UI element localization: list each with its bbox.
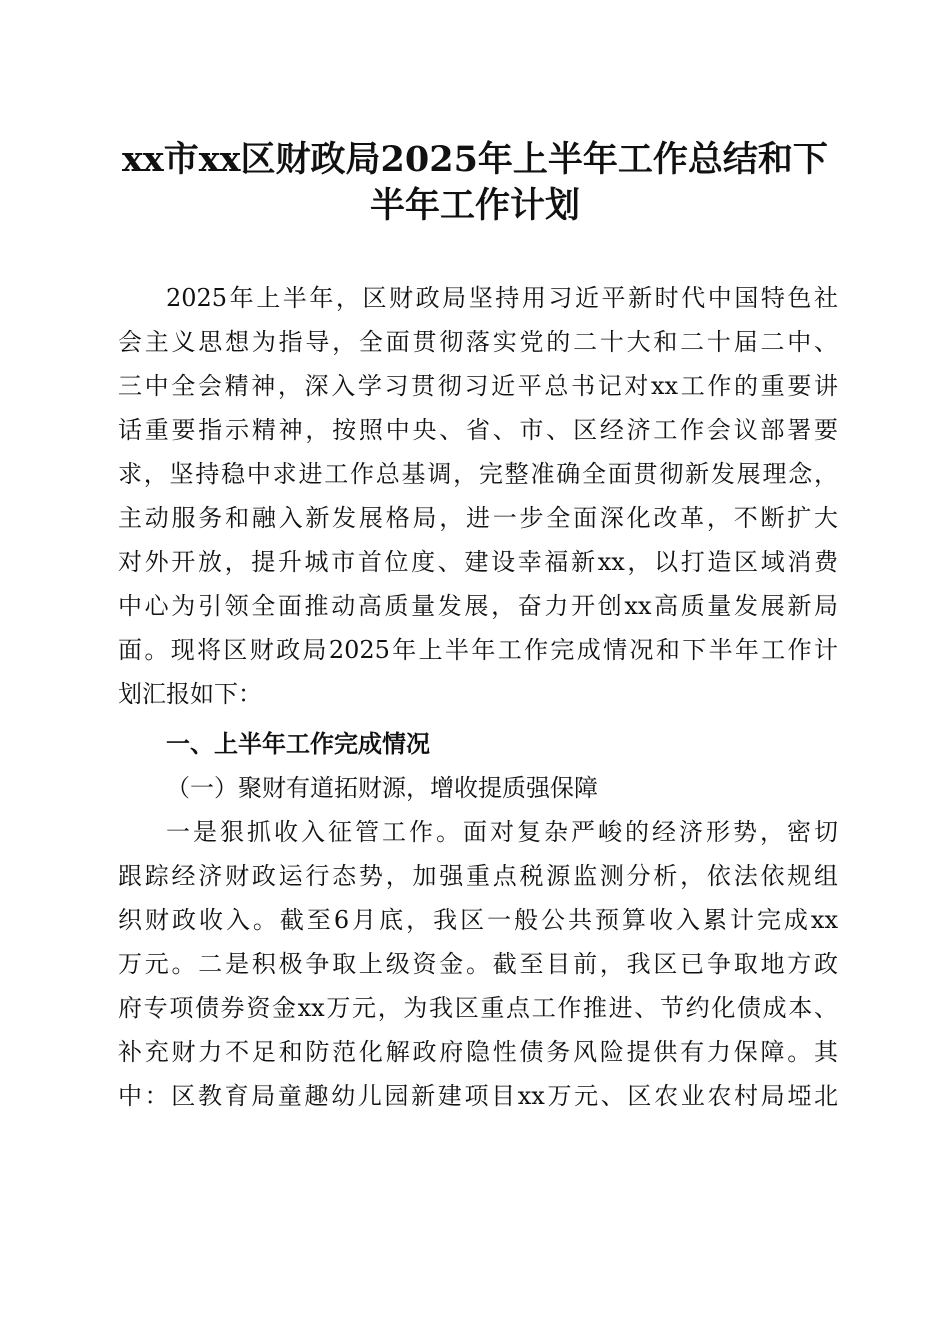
intro-paragraph-line: 中心为引领全面推动高质量发展，奋力开创xx高质量发展新局 xyxy=(118,592,838,620)
document-title-line-1: xx市xx区财政局2025年上半年工作总结和下 xyxy=(122,139,828,180)
body-paragraph-line: 府专项债券资金xx万元，为我区重点工作推进、节约化债成本、 xyxy=(118,994,838,1022)
section-heading: 一、上半年工作完成情况 xyxy=(166,730,430,758)
intro-paragraph-line: 会主义思想为指导，全面贯彻落实党的二十大和二十届二中、 xyxy=(118,328,838,356)
body-paragraph-line: 跟踪经济财政运行态势，加强重点税源监测分析，依法依规组 xyxy=(118,862,838,890)
body-paragraph-line: 万元。二是积极争取上级资金。截至目前，我区已争取地方政 xyxy=(118,950,838,978)
intro-paragraph-line: 面。现将区财政局2025年上半年工作完成情况和下半年工作计 xyxy=(118,636,838,664)
body-paragraph-line: 一是狠抓收入征管工作。面对复杂严峻的经济形势，密切 xyxy=(166,818,838,846)
intro-paragraph-line: 主动服务和融入新发展格局，进一步全面深化改革，不断扩大 xyxy=(118,504,838,532)
intro-paragraph-line: 2025年上半年，区财政局坚持用习近平新时代中国特色社 xyxy=(166,284,838,312)
intro-paragraph-line: 求，坚持稳中求进工作总基调，完整准确全面贯彻新发展理念， xyxy=(118,460,838,488)
body-paragraph-line: 织财政收入。截至6月底，我区一般公共预算收入累计完成xx xyxy=(118,906,838,934)
intro-paragraph-line: 三中全会精神，深入学习贯彻习近平总书记对xx工作的重要讲 xyxy=(118,372,838,400)
intro-paragraph-line: 对外开放，提升城市首位度、建设幸福新xx，以打造区域消费 xyxy=(118,548,838,576)
document-title-line-2: 半年工作计划 xyxy=(369,185,580,226)
intro-paragraph-line: 划汇报如下： xyxy=(118,680,262,708)
subsection-heading: （一）聚财有道拓财源，增收提质强保障 xyxy=(166,774,598,802)
intro-paragraph-line: 话重要指示精神，按照中央、省、市、区经济工作会议部署要 xyxy=(118,416,838,444)
body-paragraph-line: 补充财力不足和防范化解政府隐性债务风险提供有力保障。其 xyxy=(118,1038,838,1066)
body-paragraph-line: 中：区教育局童趣幼儿园新建项目xx万元、区农业农村局埡北 xyxy=(118,1082,838,1110)
